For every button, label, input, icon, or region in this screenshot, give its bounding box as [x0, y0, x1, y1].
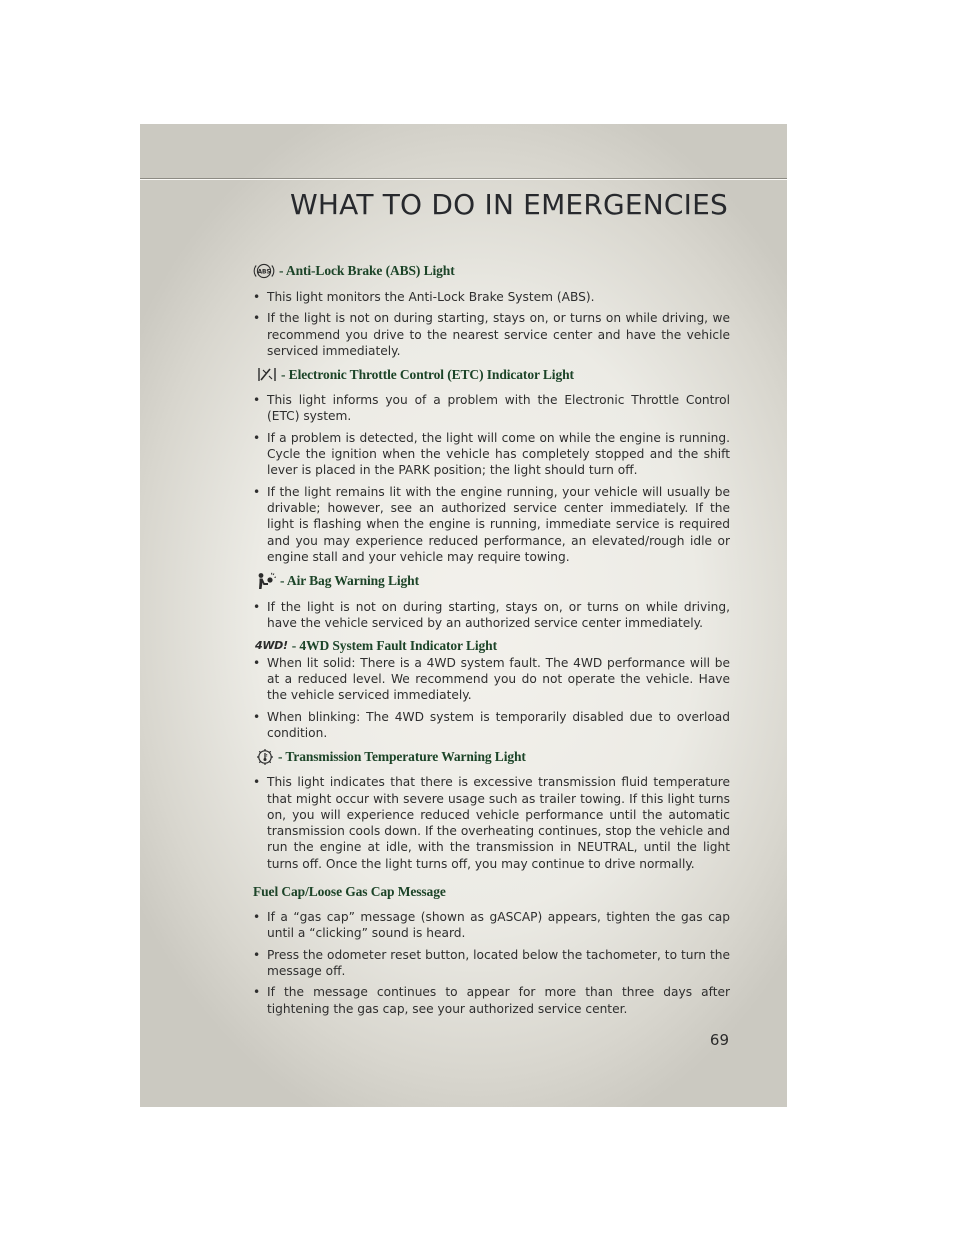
section-title: - 4WD System Fault Indicator Light [291, 637, 497, 653]
list-item: • If the light is not on during starting, stays on, or turns on while driving, have the vehicle serviced by an authorized service center immediately. [253, 599, 730, 632]
list-item: • When blinking: The 4WD system is temporarily disabled due to overload condition. [253, 709, 730, 742]
bullet-list [253, 599, 730, 632]
section-title: - Anti-Lock Brake (ABS) Light [279, 263, 455, 278]
section-title: Fuel Cap/Loose Gas Cap Message [253, 884, 446, 900]
list-item: • If the light remains lit with the engine running, your vehicle will usually be drivable; however, see an authorized service center immediately. If the light is flashing when the engine is running, immediate service is required and you may experience reduced performance, an elevated/rough idle or engine stall and your vehicle may require towing. [253, 484, 730, 565]
section-title: - Electronic Throttle Control (ETC) Indicator Light [281, 366, 574, 382]
list-item: • This light informs you of a problem with the Electronic Throttle Control (ETC) system. [253, 392, 730, 425]
section-heading [253, 748, 730, 766]
list-item: • If a problem is detected, the light will come on while the engine is running. Cycle the ignition when the vehicle has completely stopped and the shift lever is placed in the PARK position; the light should turn off. [253, 430, 730, 479]
section-etc [253, 366, 730, 565]
list-item: • This light monitors the Anti-Lock Brake System (ABS). [253, 289, 730, 305]
page-content [253, 262, 730, 1022]
transmission-temperature-icon [256, 748, 274, 766]
section-heading [253, 262, 730, 280]
section-heading [253, 366, 730, 383]
bullet-list [253, 655, 730, 741]
list-item: • When lit solid: There is a 4WD system fault. The 4WD performance will be at a reduced level. We recommend you do not operate the vehicle. Have the vehicle serviced immediately. [253, 655, 730, 704]
list-item: • This light indicates that there is excessive transmission fluid temperature that might occur with severe usage such as trailer towing. If this light turns on, you will experience reduced vehicle performance until the automatic transmission cools down. If the overheating continues, stop the vehicle and run the engine at idle, with the transmission in NEUTRAL, until the light turns off. Once the light turns off, you may continue to drive normally. [253, 774, 730, 872]
section-transmission-temperature [253, 748, 730, 872]
section-fuel-cap [253, 884, 730, 1017]
list-item: • If the light is not on during starting, stays on, or turns on while driving, we recommend you drive to the nearest service center and have the vehicle serviced immediately. [253, 310, 730, 359]
bullet-list [253, 392, 730, 565]
bullet-list [253, 289, 730, 359]
section-title: - Transmission Temperature Warning Light [278, 749, 526, 765]
page-title: WHAT TO DO IN EMERGENCIES [290, 188, 728, 221]
etc-throttle-icon [257, 366, 277, 383]
abs-icon [253, 262, 275, 280]
bullet-list [253, 774, 730, 872]
section-title: - Air Bag Warning Light [280, 573, 419, 589]
list-item: • If a “gas cap” message (shown as gASCAP) appears, tighten the gas cap until a “clicking” sound is heard. [253, 909, 730, 942]
section-air-bag [253, 572, 730, 632]
list-item: • Press the odometer reset button, located below the tachometer, to turn the message off. [253, 947, 730, 980]
abs-icon-label: ABS [257, 269, 271, 276]
section-heading [253, 638, 730, 654]
section-4wd [253, 638, 730, 741]
section-abs [253, 262, 730, 359]
header-rule [140, 178, 787, 180]
air-bag-icon [256, 572, 276, 590]
section-heading [253, 572, 730, 590]
4wd-fault-icon: 4WD! [255, 639, 288, 653]
bullet-list [253, 909, 730, 1017]
list-item: • If the message continues to appear for more than three days after tightening the gas cap, see your authorized service center. [253, 984, 730, 1017]
section-heading [253, 884, 730, 900]
page-number: 69 [709, 1031, 729, 1049]
